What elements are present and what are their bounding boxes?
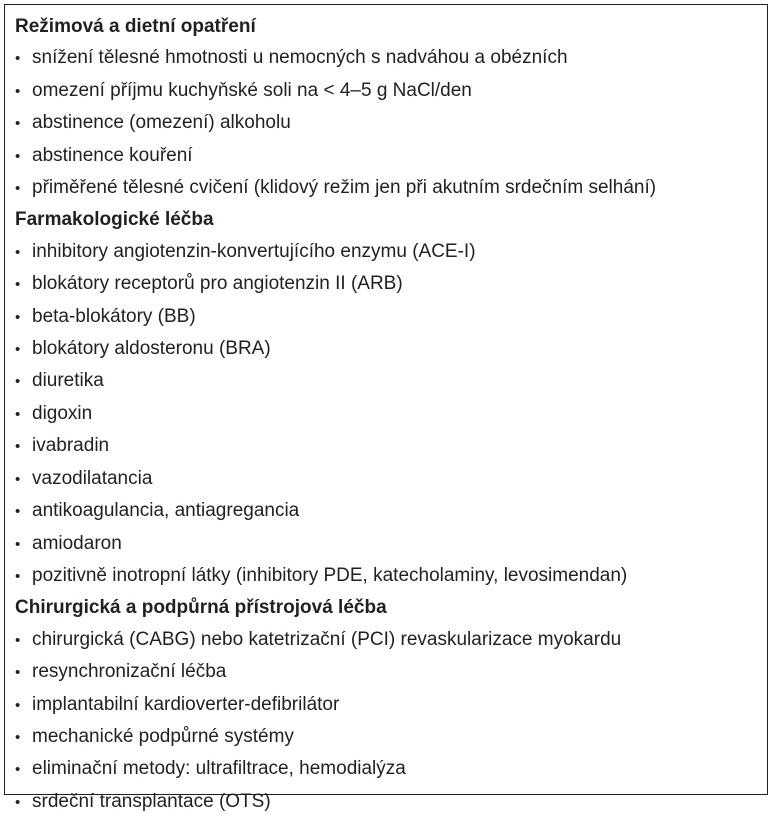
list-item xyxy=(15,398,767,430)
bullet-icon: • xyxy=(15,793,21,811)
bullet-icon: • xyxy=(15,82,21,100)
bullet-icon: • xyxy=(15,696,21,714)
bullet-icon: • xyxy=(15,567,21,585)
item-list xyxy=(15,624,767,818)
section-pharmacological xyxy=(15,204,767,592)
treatment-table xyxy=(4,4,768,812)
section-heading: Režimová a dietní opatření xyxy=(15,16,256,37)
list-item xyxy=(15,42,767,74)
list-item-text: implantabilní kardioverter-defibrilátor xyxy=(32,693,340,715)
list-item xyxy=(15,365,767,397)
bullet-icon: • xyxy=(15,373,21,391)
bullet-icon: • xyxy=(15,503,21,521)
list-item xyxy=(15,560,767,592)
list-item-text: abstinence (omezení) alkoholu xyxy=(32,112,291,134)
list-item xyxy=(15,528,767,560)
bullet-icon: • xyxy=(15,761,21,779)
list-item xyxy=(15,268,767,300)
list-item xyxy=(15,656,767,688)
list-item-text: ivabradin xyxy=(32,435,110,457)
list-item xyxy=(15,753,767,785)
item-list xyxy=(15,236,767,592)
list-item-text: omezení příjmu kuchyňské soli na < 4–5 g NaCl/den xyxy=(32,79,472,101)
list-item xyxy=(15,236,767,268)
list-item-text: eliminační metody: ultrafiltrace, hemodialýza xyxy=(32,758,406,780)
bullet-icon: • xyxy=(15,308,21,326)
list-item-text: srdeční transplantace (OTS) xyxy=(32,790,271,812)
bullet-icon: • xyxy=(15,115,21,133)
list-item-text: antikoagulancia, antiagregancia xyxy=(32,500,300,522)
list-item-text: digoxin xyxy=(32,402,93,424)
list-item xyxy=(15,172,767,204)
list-item-text: přiměřené tělesné cvičení (klidový režim jen při akutním srdečním selhání) xyxy=(32,177,657,199)
bullet-icon: • xyxy=(15,405,21,423)
list-item xyxy=(15,107,767,139)
list-item-text: snížení tělesné hmotnosti u nemocných s nadváhou a obézních xyxy=(32,47,568,69)
list-item xyxy=(15,140,767,172)
bullet-icon: • xyxy=(15,535,21,553)
item-list xyxy=(15,42,767,204)
list-item-text: diuretika xyxy=(32,370,104,392)
bullet-icon: • xyxy=(15,631,21,649)
list-item xyxy=(15,75,767,107)
bullet-icon: • xyxy=(15,276,21,294)
list-item xyxy=(15,721,767,753)
bullet-icon: • xyxy=(15,180,21,198)
list-item-text: inhibitory angiotenzin-konvertujícího enzymu (ACE-I) xyxy=(32,240,476,262)
section-surgical xyxy=(15,592,767,818)
list-item xyxy=(15,463,767,495)
list-item xyxy=(15,786,767,818)
bullet-icon: • xyxy=(15,664,21,682)
list-item xyxy=(15,430,767,462)
section-heading: Farmakologické léčba xyxy=(15,209,214,231)
bullet-icon: • xyxy=(15,470,21,488)
bullet-icon: • xyxy=(15,147,21,165)
bullet-icon: • xyxy=(15,438,21,456)
bullet-icon: • xyxy=(15,50,21,68)
bullet-icon: • xyxy=(15,243,21,261)
list-item xyxy=(15,624,767,656)
bullet-icon: • xyxy=(15,728,21,746)
list-item-text: abstinence kouření xyxy=(32,144,193,166)
section-lifestyle xyxy=(15,11,767,204)
list-item-text: blokátory aldosteronu (BRA) xyxy=(32,338,271,360)
list-item-text: blokátory receptorů pro angiotenzin II (ARB) xyxy=(32,273,403,295)
list-item xyxy=(15,495,767,527)
list-item-text: amiodaron xyxy=(32,532,122,554)
list-item-text: resynchronizační léčba xyxy=(32,661,227,683)
list-item xyxy=(15,333,767,365)
section-heading: Chirurgická a podpůrná přístrojová léčba xyxy=(15,597,387,619)
list-item-text: vazodilatancia xyxy=(32,467,153,489)
list-item xyxy=(15,689,767,721)
list-item-text: pozitivně inotropní látky (inhibitory PDE, katecholaminy, levosimendan) xyxy=(32,564,628,586)
bullet-icon: • xyxy=(15,341,21,359)
list-item xyxy=(15,301,767,333)
list-item-text: chirurgická (CABG) nebo katetrizační (PCI) revaskularizace myokardu xyxy=(32,628,622,650)
list-item-text: mechanické podpůrné systémy xyxy=(32,725,294,747)
list-item-text: beta-blokátory (BB) xyxy=(32,305,196,327)
